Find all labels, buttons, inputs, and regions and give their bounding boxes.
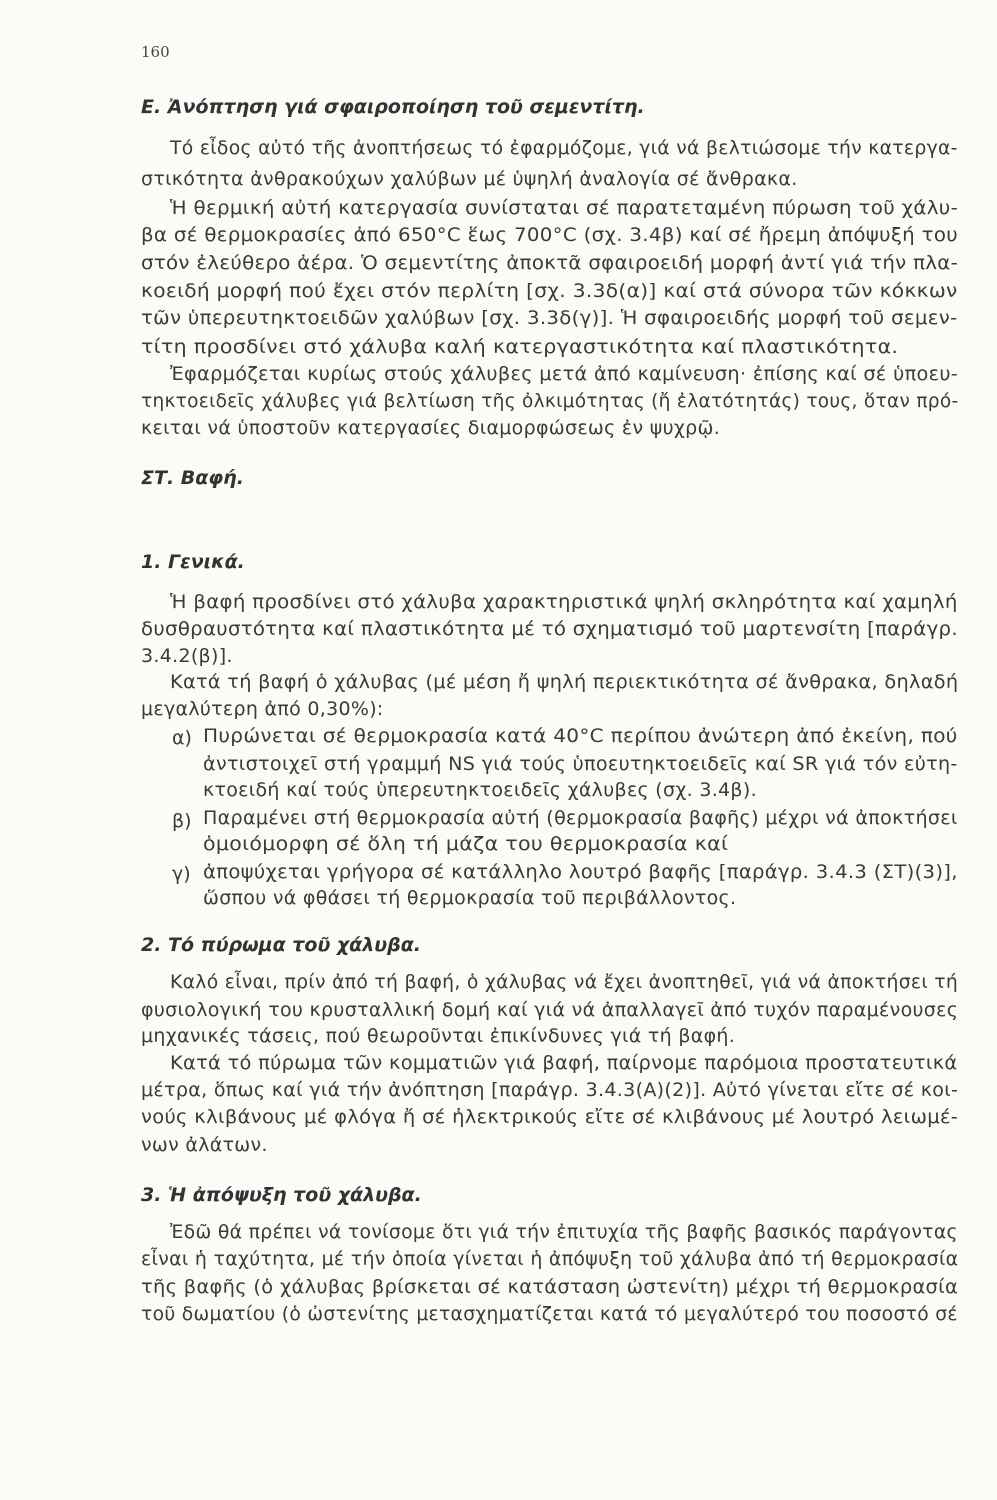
page-number: 160 [141,43,170,61]
text-line: εἶναι ἡ ταχύτητα, μέ τήν ὁποία γίνεται ἡ ἀπόψυξη τοῦ χάλυβα ἀπό τή θερμοκρασία [141,1248,959,1270]
text-line: μέτρα, ὅπως καί γιά τήν ἀνόπτηση [παράγρ. 3.4.3(Α)(2)]. Αὐτό γίνεται εἴτε σέ κοι- [141,1079,959,1101]
text-line: ἀντιστοιχεῖ στή γραμμή NS γιά τούς ὑποευτηκτοειδεῖς καί SR γιά τόν εὐτη- [203,753,958,775]
text-line: στόν ἐλεύθερο ἀέρα. Ὁ σεμεντίτης ἀποκτᾶ σφαιροειδή μορφή ἀντί γιά τήν πλα- [141,252,959,274]
text-line: τηκτοειδεῖς χάλυβες γιά βελτίωση τῆς ὀλκιμότητας (ἤ ἐλατότητάς) τους, ὅταν πρό- [141,390,959,412]
text-line: κτοειδή καί τούς ὑπερευτηκτοειδεῖς χάλυβες (σχ. 3.4β). [203,779,757,801]
text-line: ὁμοιόμορφη σέ ὅλη τή μάζα του θερμοκρασία καί [203,833,729,855]
text-line: τῆς βαφῆς (ὁ χάλυβας βρίσκεται σέ κατάσταση ὠστενίτη) μέχρι τή θερμοκρασία [141,1276,959,1298]
text-line: Ἐφαρμόζεται κυρίως στούς χάλυβες μετά ἀπό καμίνευση· ἐπίσης καί σέ ὑποευ- [170,363,959,385]
text-line: Τό εἶδος αὐτό τῆς ἀνοπτήσεως τό ἐφαρμόζομε, γιά νά βελτιώσομε τήν κατεργα- [170,137,958,159]
text-line: φυσιολογική του κρυσταλλική δομή καί γιά νά ἀπαλλαγεῖ ἀπό τυχόν παραμένουσες [141,999,959,1021]
text-line: Πυρώνεται σέ θερμοκρασία κατά 40°C περίπου ἀνώτερη ἀπό ἐκείνη, πού [203,725,958,747]
section-heading-1: 1. Γενικά. [141,551,245,573]
text-line: τοῦ δωματίου (ὁ ὠστενίτης μετασχηματίζεται κατά τό μεγαλύτερό του ποσοστό σέ [141,1303,958,1325]
text-line: μηχανικές τάσεις, πού θεωροῦνται ἐπικίνδυνες γιά τή βαφή. [141,1025,736,1047]
text-line: τίτη προσδίνει στό χάλυβα καλή κατεργαστικότητα καί πλαστικότητα. [141,336,899,358]
text-line: Ἡ θερμική αὐτή κατεργασία συνίσταται σέ παρατεταμένη πύρωση τοῦ χάλυ- [170,197,959,219]
text-line: Παραμένει στή θερμοκρασία αὐτή (θερμοκρασία βαφῆς) μέχρι νά ἀποκτήσει [203,807,958,829]
text-line: κειται νά ὑποστοῦν κατεργασίες διαμορφώσεως ἐν ψυχρῷ. [141,417,721,439]
text-line: ἀποψύχεται γρήγορα σέ κατάλληλο λουτρό βαφῆς [παράγρ. 3.4.3 (ΣΤ)(3)], [203,861,958,883]
text-line: δυσθραυστότητα καί πλαστικότητα μέ τό σχηματισμό τοῦ μαρτενσίτη [παράγρ. [141,618,958,640]
text-line: Κατά τή βαφή ὁ χάλυβας (μέ μέση ἤ ψηλή περιεκτικότητα σέ ἄνθρακα, δηλαδή [170,671,959,693]
list-label-c: γ) [172,863,191,885]
list-label-a: α) [172,727,192,749]
section-heading-e: Ε. Ἀνόπτηση γιά σφαιροποίηση τοῦ σεμεντίτη. [141,96,645,118]
text-line: ὥσπου νά φθάσει τή θερμοκρασία τοῦ περιβάλλοντος. [203,887,737,909]
text-line: Ἡ βαφή προσδίνει στό χάλυβα χαρακτηριστικά ψηλή σκληρότητα καί χαμηλή [170,591,958,613]
text-line: τῶν ὑπερευτηκτοειδῶν χαλύβων [σχ. 3.3δ(γ)]. Ἡ σφαιροειδής μορφή τοῦ σεμεν- [141,307,958,329]
section-heading-2: 2. Τό πύρωμα τοῦ χάλυβα. [141,934,421,956]
text-line: νούς κλιβάνους μέ φλόγα ἤ σέ ἠλεκτρικούς εἴτε σέ κλιβάνους μέ λουτρό λειωμέ- [141,1106,959,1128]
text-line: Κατά τό πύρωμα τῶν κομματιῶν γιά βαφή, παίρνομε παρόμοια προστατευτικά [170,1052,958,1074]
text-line: βα σέ θερμοκρασίες ἀπό 650°C ἕως 700°C (σχ. 3.4β) καί σέ ἤρεμη ἀπόψυξή του [141,224,959,246]
section-heading-st: ΣΤ. Βαφή. [141,467,244,489]
text-line: Ἐδῶ θά πρέπει νά τονίσομε ὅτι γιά τήν ἐπιτυχία τῆς βαφῆς βασικός παράγοντας [170,1221,958,1243]
text-line: στικότητα ἀνθρακούχων χαλύβων μέ ὑψηλή ἀναλογία σέ ἄνθρακα. [141,168,798,190]
text-line: κοειδή μορφή πού ἔχει στόν περλίτη [σχ. 3.3δ(α)] καί στά σύνορα τῶν κόκκων [141,280,958,302]
text-line: Καλό εἶναι, πρίν ἀπό τή βαφή, ὁ χάλυβας νά ἔχει ἀνοπτηθεῖ, γιά νά ἀποκτήσει τή [170,971,959,993]
text-line: νων ἀλάτων. [141,1134,268,1156]
text-line: μεγαλύτερη ἀπό 0,30%): [141,698,384,720]
section-heading-3: 3. Ἡ ἀπόψυξη τοῦ χάλυβα. [141,1184,422,1206]
list-label-b: β) [172,810,192,832]
text-line: 3.4.2(β)]. [141,645,233,667]
